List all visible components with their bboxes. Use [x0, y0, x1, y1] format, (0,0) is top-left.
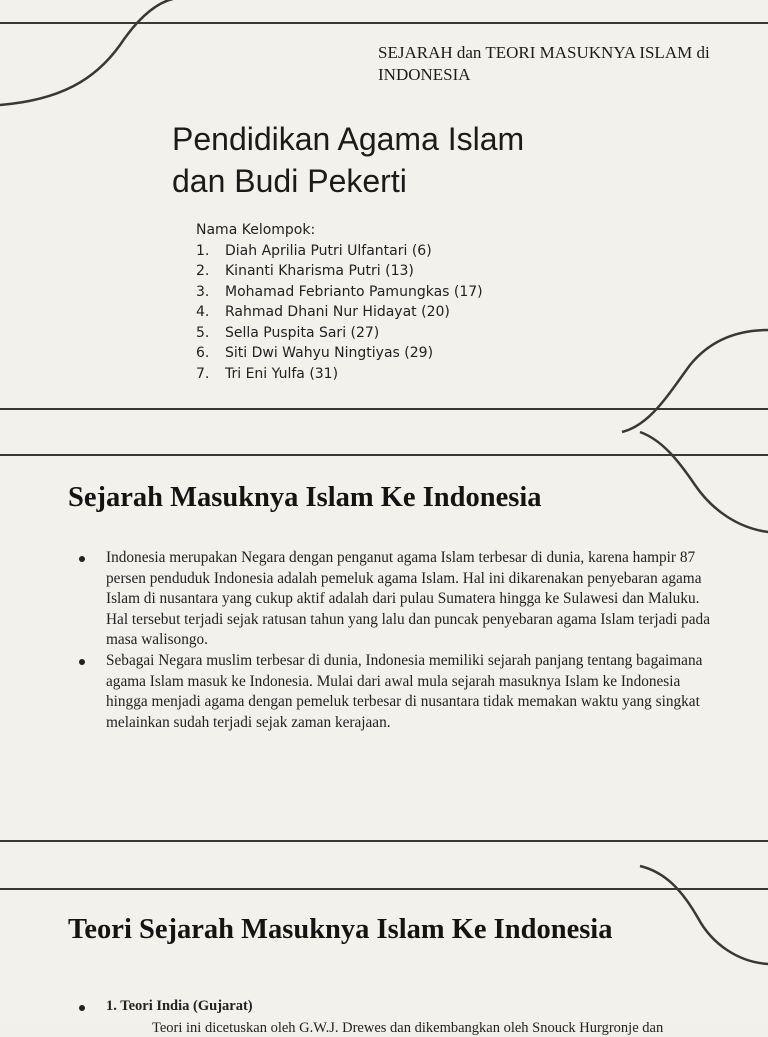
list-item: 7. Tri Eni Yulfa (31)	[196, 365, 339, 382]
slide-heading: Sejarah Masuknya Islam Ke Indonesia	[68, 482, 542, 513]
bullet-item: Sebagai Negara muslim terbesar di dunia, Indonesia memiliki sejarah panjang tentang bagaimana agama Islam masuk ke Indonesia. Mulai dari awal mula sejarah masuknya Islam ke Indonesia hingga menjadi agama dengan pemeluk terbesar di nusantara tidak memakan waktu yang singkat melainkan sudah terjadi sejak zaman kerajaan.	[76, 651, 716, 733]
list-item: 6. Siti Dwi Wahyu Ningtiyas (29)	[196, 345, 434, 361]
theory-text: Teori ini dicetuskan oleh G.W.J. Drewes dan dikembangkan oleh Snouck Hurgronje dan	[152, 1020, 664, 1036]
slide-heading: Teori Sejarah Masuknya Islam Ke Indonesia	[68, 914, 613, 945]
top-divider	[0, 454, 768, 456]
bullet-list	[76, 548, 716, 733]
member-list	[196, 241, 483, 385]
slide-subtitle: SEJARAH dan TEORI MASUKNYA ISLAM di INDONESIA	[378, 43, 710, 84]
top-divider	[0, 22, 768, 24]
list-item: 2. Kinanti Kharisma Putri (13)	[196, 263, 414, 279]
bullet-item: Indonesia merupakan Negara dengan penganut agama Islam terbesar di dunia, karena hampir 87 persen penduduk Indonesia adalah pemeluk agama Islam. Hal ini dikarenakan penyebaran agama Islam di nusantara yang cukup aktif adalah dari pulau Sumatera hingga ke Sulawesi dan Maluku. Hal tersebut terjadi sejak ratusan tahun yang lalu dan puncak penyebaran agama Islam terjadi pada masa walisongo.	[76, 548, 716, 651]
list-item: 4. Rahmad Dhani Nur Hidayat (20)	[196, 304, 450, 320]
top-divider	[0, 888, 768, 890]
theory-item: 1. Teori India (Gujarat)	[76, 998, 746, 1015]
history-slide	[0, 432, 768, 864]
title-line-1: Pendidikan Agama Islam	[172, 121, 525, 157]
theory-slide	[0, 864, 768, 1036]
list-item: 3. Mohamad Febrianto Pamungkas (17)	[196, 283, 483, 300]
list-item: 5. Sella Puspita Sari (27)	[196, 324, 380, 341]
group-members	[196, 220, 483, 384]
bottom-divider	[0, 408, 768, 410]
title-line-2: dan Budi Pekerti	[172, 163, 407, 199]
title-slide	[0, 0, 768, 432]
list-item: 1. Diah Aprilia Putri Ulfantari (6)	[196, 242, 432, 259]
bottom-divider	[0, 840, 768, 842]
page-title	[172, 118, 692, 202]
group-label: Nama Kelompok:	[196, 222, 316, 238]
